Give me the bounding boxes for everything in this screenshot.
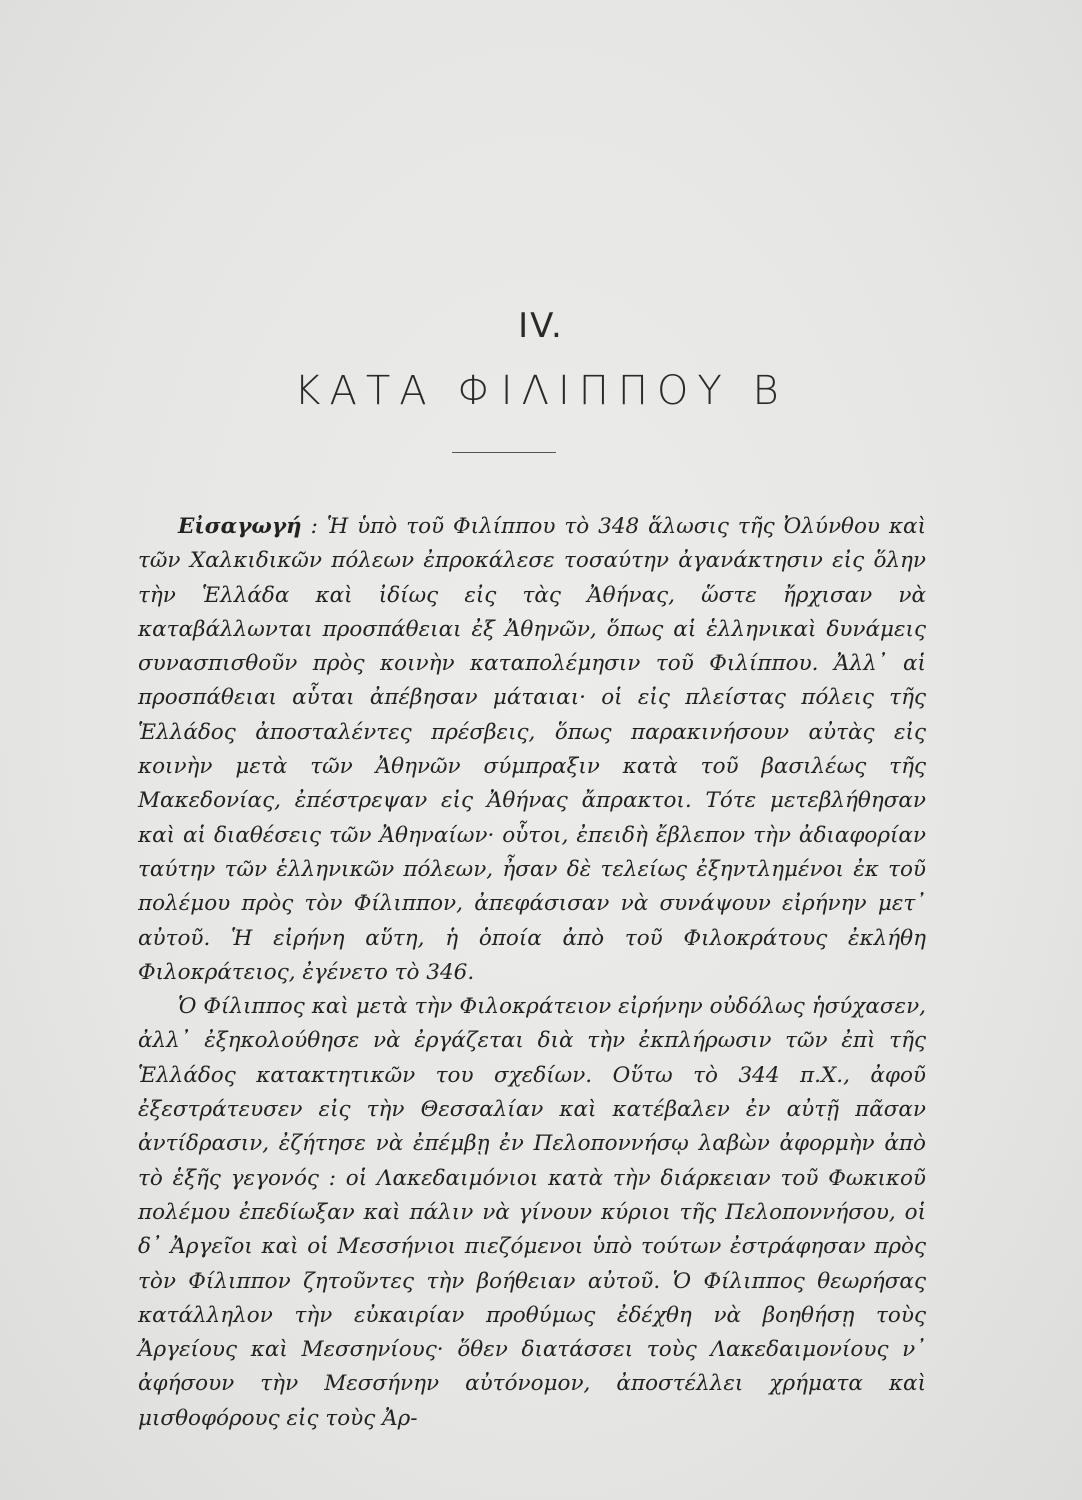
title-divider — [452, 452, 556, 453]
paragraph-1-text: Ἡ ὑπὸ τοῦ Φιλίππου τὸ 348 ἅλωσις τῆς Ὀλύνθου καὶ τῶν Χαλκιδικῶν πόλεων ἐπροκάλεσε τοσαύτην ἀγανάκτησιν εἰς ὅλην τὴν Ἑλλάδα καὶ ἰδίως εἰς τὰς Ἀθήνας, ὥστε ἤρχισαν νὰ καταβάλλωνται προσπάθειαι ἐξ Ἀθηνῶν, ὅπως αἱ ἑλληνικαὶ δυνάμεις συνασπισθοῦν πρὸς κοινὴν καταπολέμησιν τοῦ Φιλίππου. Ἀλλ᾽ αἱ προσπάθειαι αὗται ἀπέβησαν μάταιαι· οἱ εἰς πλείστας πόλεις τῆς Ἑλλάδος ἀποσταλέντες πρέσβεις, ὅπως παρακινήσουν αὐτὰς εἰς κοινὴν μετὰ τῶν Ἀθηνῶν σύμπραξιν κατὰ τοῦ βασιλέως τῆς Μακεδονίας, ἐπέστρεψαν εἰς Ἀθήνας ἄπρακτοι. Τότε μετεβλήθησαν καὶ αἱ διαθέσεις τῶν Ἀθηναίων· οὗτοι, ἐπειδὴ ἔβλεπον τὴν ἀδιαφορίαν ταύτην τῶν ἑλληνικῶν πόλεων, ἦσαν δὲ τελείως ἐξηντλημένοι ἐκ τοῦ πολέμου πρὸς τὸν Φίλιππον, ἀπεφάσισαν νὰ συνάψουν εἰρήνην μετ᾽ αὐτοῦ. Ἡ εἰρήνη αὕτη, ἡ ὁποία ἀπὸ τοῦ Φιλοκράτους ἐκλήθη Φιλοκράτειος, ἐγένετο τὸ 346. — [138, 514, 926, 985]
paragraph-1 — [138, 510, 926, 990]
chapter-number: IV. — [518, 306, 564, 346]
introduction-label: Εἰσαγωγή — [178, 514, 302, 539]
chapter-title: ΚΑΤΑ ΦΙΛΙΠΠΟΥ Β — [294, 368, 788, 414]
introduction-text — [138, 510, 926, 1436]
paragraph-2: Ὁ Φίλιππος καὶ μετὰ τὴν Φιλοκράτειον εἰρήνην οὐδόλως ἡσύχασεν, ἀλλ᾽ ἐξηκολούθησε νὰ ἐργάζεται διὰ τὴν ἐκπλήρωσιν τῶν ἐπὶ τῆς Ἑλλάδος κατακτητικῶν του σχεδίων. Οὕτω τὸ 344 π.Χ., ἀφοῦ ἐξεστράτευσεν εἰς τὴν Θεσσαλίαν καὶ κατέβαλεν ἐν αὐτῇ πᾶσαν ἀντίδρασιν, ἐζήτησε νὰ ἐπέμβῃ ἐν Πελοποννήσῳ λαβὼν ἀφορμὴν ἀπὸ τὸ ἑξῆς γεγονός : οἱ Λακεδαιμόνιοι κατὰ τὴν διάρκειαν τοῦ Φωκικοῦ πολέμου ἐπεδίωξαν καὶ πάλιν νὰ γίνουν κύριοι τῆς Πελοποννήσου, οἱ δ᾽ Ἀργεῖοι καὶ οἱ Μεσσήνιοι πιεζόμενοι ὑπὸ τούτων ἐστράφησαν πρὸς τὸν Φίλιππον ζητοῦντες τὴν βοήθειαν αὐτοῦ. Ὁ Φίλιππος θεωρήσας κατάλληλον τὴν εὐκαιρίαν προθύμως ἐδέχθη νὰ βοηθήσῃ τοὺς Ἀργείους καὶ Μεσσηνίους· ὅθεν διατάσσει τοὺς Λακεδαιμονίους ν᾽ ἀφήσουν τὴν Μεσσήνην αὐτόνομον, ἀποστέλλει χρήματα καὶ μισθοφόρους εἰς τοὺς Ἀρ- — [138, 994, 926, 1431]
label-separator: : — [301, 514, 327, 539]
